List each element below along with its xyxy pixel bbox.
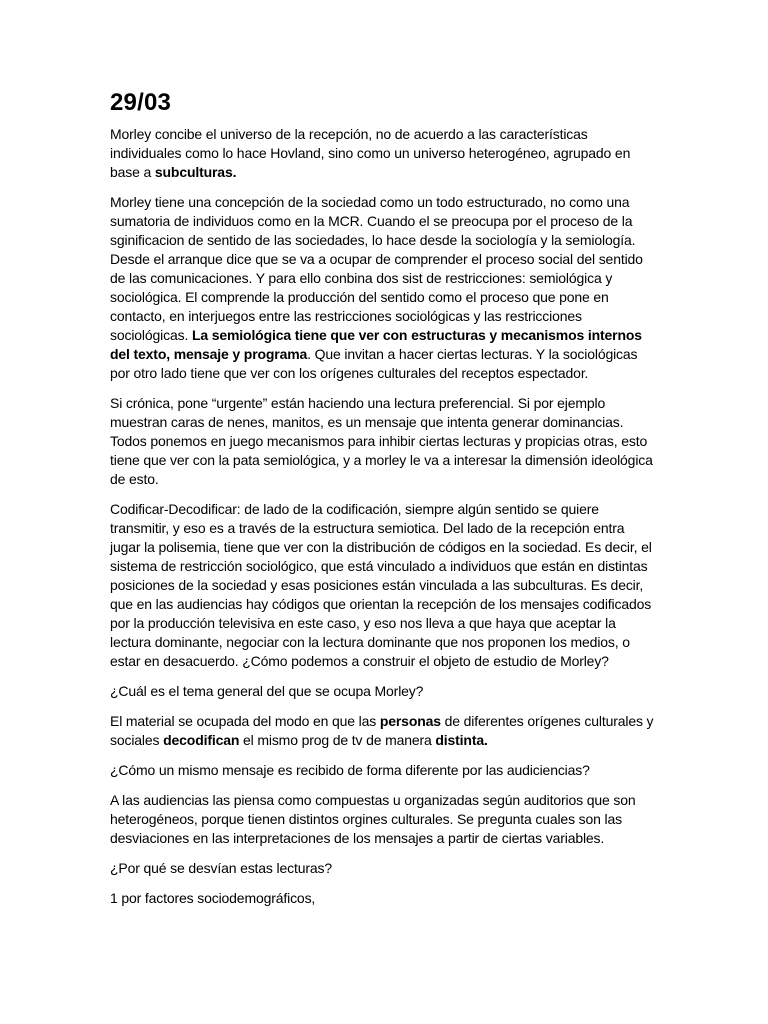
paragraph (110, 500, 658, 671)
text-run: Morley tiene una concepción de la sociedad como un todo estructurado, no como una sumatoria de individuos como en la MCR. Cuando el se preocupa por el proceso de la sginificacion de sentido de las sociedades, lo hace desde la sociología y la semiología. Desde el arranque dice que se va a ocupar de comprender el proceso social del sentido de las comunicaciones. Y para ello conbina dos sist de restricciones: semiológica y sociológica. El comprende la producción del sentido como el proceso que pone en contacto, en interjuegos entre las restricciones sociológicas y las restricciones sociológicas. (110, 194, 643, 343)
paragraph (110, 761, 658, 780)
text-run: Morley concibe el universo de la recepción, no de acuerdo a las características individuales como lo hace Hovland, sino como un universo heterogéneo, agrupado en base a (110, 126, 631, 180)
text-run: Codificar-Decodificar: de lado de la codificación, siempre algún sentido se quiere transmitir, y eso es a través de la estructura semiotica. Del lado de la recepción entra jugar la polisemia, tiene que ver con la distribución de códigos en la sociedad. Es decir, el sistema de restricción sociológico, que está vinculado a individuos que están en distintas posiciones de la sociedad y esas posiciones están vinculada a las subculturas. Es decir, que en las audiencias hay códigos que orientan la recepción de los mensajes codificados por la producción televisiva en este caso, y eso nos lleva a que haya que aceptar la lectura dominante, negociar con la lectura dominante que nos proponen los medios, o estar en desacuerdo. ¿Cómo podemos a construir el objeto de estudio de Morley? (110, 501, 652, 669)
text-run: . Que invitan a hacer ciertas lecturas. Y la sociológicas por otro lado tiene que ver con los orígenes culturales del receptos espectador. (110, 346, 638, 381)
paragraph (110, 193, 658, 383)
text-run: de diferentes orígenes culturales y sociales (110, 713, 654, 748)
text-run: Si crónica, pone “urgente” están haciendo una lectura preferencial. Si por ejemplo muestran caras de nenes, manitos, es un mensaje que intenta generar dominancias. Todos ponemos en juego mecanismos para inhibir ciertas lecturas y propicias otras, esto tiene que ver con la pata semiológica, y a morley le va a interesar la dimensión ideológica de esto. (110, 395, 653, 487)
text-run: ¿Cuál es el tema general del que se ocupa Morley? (110, 683, 424, 699)
bold-text: personas (379, 713, 441, 729)
document-body (110, 125, 658, 908)
text-run: ¿Cómo un mismo mensaje es recibido de forma diferente por las audiciencias? (110, 762, 590, 778)
text-run: A las audiencias las piensa como compuestas u organizadas según auditorios que son heterogéneos, porque tienen distintos orgines culturales. Se pregunta cuales son las desviaciones en las interpretaciones de los mensajes a partir de ciertas variables. (110, 792, 636, 846)
paragraph (110, 682, 658, 701)
paragraph (110, 859, 658, 878)
paragraph (110, 791, 658, 848)
document-title: 29/03 (110, 89, 172, 116)
paragraph (110, 889, 658, 908)
bold-text: subculturas. (154, 164, 237, 180)
text-run: El material se ocupada del modo en que las (110, 713, 380, 729)
paragraph (110, 394, 658, 489)
bold-text: decodifican (163, 732, 240, 748)
text-run: el mismo prog de tv de manera (239, 732, 436, 748)
text-run: ¿Por qué se desvían estas lecturas? (110, 860, 332, 876)
text-run: 1 por factores sociodemográficos, (110, 890, 316, 906)
paragraph (110, 125, 658, 182)
bold-text: La semiológica tiene que ver con estructuras y mecanismos internos del texto, mensaje y programa (110, 327, 642, 362)
paragraph (110, 712, 658, 750)
bold-text: distinta. (435, 732, 488, 748)
